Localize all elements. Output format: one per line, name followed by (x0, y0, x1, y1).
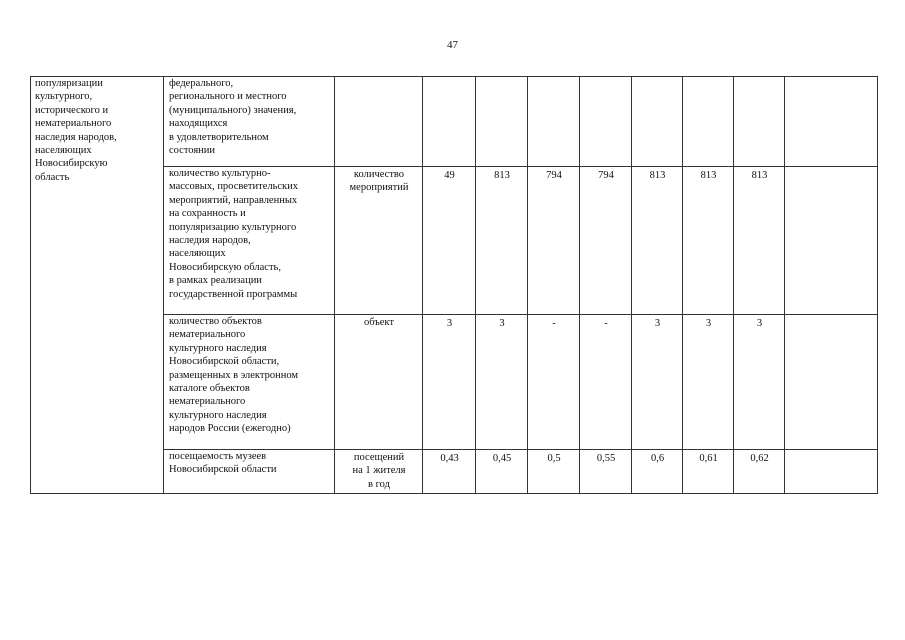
value-cell (785, 450, 878, 494)
value-cell: 0,6 (632, 450, 683, 494)
indicator-line: федерального, (169, 78, 234, 89)
unit-line: на 1 жителя (352, 465, 406, 477)
value-cell: 813 (476, 167, 528, 315)
indicator-line: посещаемость музеев (169, 451, 267, 462)
indicator-cell (164, 77, 335, 167)
page-number: 47 (447, 39, 458, 51)
value-cell (528, 77, 580, 167)
indicator-line: наследия народов, (169, 235, 251, 247)
value-cell: - (528, 315, 580, 450)
section-label-line: Новосибирскую (35, 158, 108, 170)
indicator-line: нематериального (169, 329, 246, 341)
value-cell: 0,61 (683, 450, 734, 494)
value-cell: 794 (580, 167, 632, 315)
section-label-line: популяризации (35, 78, 103, 89)
indicator-line: (муниципального) значения, (169, 104, 297, 116)
indicator-cell (164, 167, 335, 315)
indicator-line: народов России (ежегодно) (169, 423, 291, 435)
indicator-line: культурного наследия (169, 409, 267, 421)
indicator-line: культурного наследия (169, 342, 267, 354)
indicator-cell (164, 450, 335, 494)
value-cell: 3 (476, 315, 528, 450)
section-label-line: наследия народов, (35, 131, 117, 143)
value-cell: 0,43 (423, 450, 476, 494)
unit-cell (335, 77, 423, 167)
value-cell: 3 (423, 315, 476, 450)
value-cell: 3 (683, 315, 734, 450)
value-cell: 0,62 (734, 450, 785, 494)
indicator-line: количество объектов (169, 316, 262, 327)
unit-line: в год (368, 478, 390, 490)
value-cell (423, 77, 476, 167)
indicator-line: размещенных в электронном (169, 369, 299, 381)
indicator-line: на сохранность и (169, 208, 246, 220)
indicator-line: Новосибирскую область, (169, 261, 281, 273)
indicator-line: в удовлетворительном (169, 131, 269, 143)
indicator-line: Новосибирской области, (169, 356, 280, 368)
unit-line: объект (364, 317, 394, 328)
unit-line: мероприятий (349, 182, 409, 194)
value-cell: 0,45 (476, 450, 528, 494)
indicator-line: в рамках реализации (169, 275, 262, 287)
unit-cell (335, 450, 423, 494)
value-cell: 0,55 (580, 450, 632, 494)
indicator-line: каталоге объектов (169, 383, 250, 395)
unit-line: количество (353, 169, 405, 180)
value-cell (683, 77, 734, 167)
value-cell (785, 77, 878, 167)
table-row (31, 77, 878, 167)
indicators-table (30, 76, 878, 494)
indicator-line: массовых, просветительских (169, 181, 299, 193)
value-cell: 0,5 (528, 450, 580, 494)
section-label-line: культурного, (35, 91, 93, 103)
indicator-line: нематериального (169, 396, 246, 408)
unit-line: посещений (353, 452, 405, 463)
indicator-line: регионального и местного (169, 91, 287, 103)
value-cell (476, 77, 528, 167)
value-cell (632, 77, 683, 167)
section-label-line: нематериального (35, 118, 112, 130)
value-cell (580, 77, 632, 167)
indicator-cell (164, 315, 335, 450)
value-cell: 3 (632, 315, 683, 450)
value-cell: - (580, 315, 632, 450)
value-cell: 794 (528, 167, 580, 315)
unit-cell (335, 167, 423, 315)
value-cell (785, 315, 878, 450)
section-label-line: область (35, 171, 70, 183)
indicator-line: находящихся (169, 118, 228, 130)
indicator-line: мероприятий, направленных (169, 194, 298, 206)
indicator-line: популяризацию культурного (169, 221, 297, 233)
section-label-line: населяющих (35, 145, 92, 157)
value-cell: 3 (734, 315, 785, 450)
indicator-line: населяющих (169, 248, 226, 260)
indicator-line: состоянии (169, 145, 216, 157)
value-cell (734, 77, 785, 167)
section-label-line: исторического и (35, 104, 109, 116)
indicator-line: государственной программы (169, 288, 298, 300)
unit-cell (335, 315, 423, 450)
value-cell: 813 (734, 167, 785, 315)
value-cell: 49 (423, 167, 476, 315)
value-cell: 813 (683, 167, 734, 315)
value-cell (785, 167, 878, 315)
section-label-cell (31, 77, 164, 494)
indicator-line: Новосибирской области (169, 464, 277, 476)
value-cell: 813 (632, 167, 683, 315)
indicator-line: количество культурно- (169, 168, 271, 179)
